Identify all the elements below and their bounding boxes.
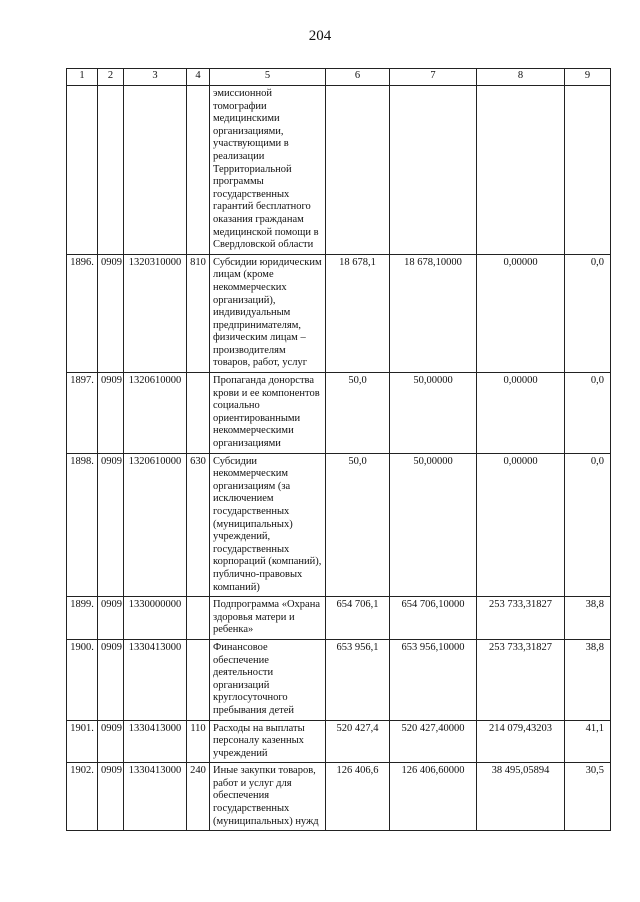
table-row bbox=[67, 453, 611, 597]
row-number-cell: 1900. bbox=[67, 639, 98, 720]
expense-type-cell bbox=[187, 639, 210, 720]
section-code-cell: 0909 bbox=[98, 254, 124, 372]
planned-amount-cell: 18 678,1 bbox=[326, 254, 390, 372]
executed-amount-cell: 0,00000 bbox=[477, 373, 565, 454]
expense-type-cell: 810 bbox=[187, 254, 210, 372]
expense-type-cell bbox=[187, 373, 210, 454]
executed-amount-cell: 38 495,05894 bbox=[477, 763, 565, 831]
table-header-row bbox=[67, 69, 611, 86]
planned-amount-cell: 50,0 bbox=[326, 373, 390, 454]
execution-percent-cell: 0,0 bbox=[565, 254, 611, 372]
section-code-cell: 0909 bbox=[98, 763, 124, 831]
section-code-cell: 0909 bbox=[98, 453, 124, 597]
planned-amount-detail-cell: 654 706,10000 bbox=[390, 597, 477, 640]
row-number-cell bbox=[67, 86, 98, 255]
planned-amount-detail-cell bbox=[390, 86, 477, 255]
target-article-cell: 1330413000 bbox=[124, 720, 187, 763]
table-row bbox=[67, 639, 611, 720]
item-name-cell: Иные закупки товаров, работ и услуг для обеспечения государственных (муниципальных) нужд bbox=[210, 763, 326, 831]
execution-percent-cell: 0,0 bbox=[565, 373, 611, 454]
planned-amount-detail-cell: 50,00000 bbox=[390, 453, 477, 597]
item-name-cell: Субсидии некоммерческим организациям (за исключением государственных (муниципальных) учреждений, государственных корпораций (компаний), публично-правовых компаний) bbox=[210, 453, 326, 597]
planned-amount-cell: 50,0 bbox=[326, 453, 390, 597]
execution-percent-cell: 38,8 bbox=[565, 597, 611, 640]
expense-type-cell: 630 bbox=[187, 453, 210, 597]
item-name-cell: Пропаганда донорства крови и ее компонентов социально ориентированными некоммерческими организациями bbox=[210, 373, 326, 454]
column-header: 2 bbox=[98, 69, 124, 86]
planned-amount-cell: 654 706,1 bbox=[326, 597, 390, 640]
column-header: 1 bbox=[67, 69, 98, 86]
row-number-cell: 1898. bbox=[67, 453, 98, 597]
executed-amount-cell bbox=[477, 86, 565, 255]
section-code-cell: 0909 bbox=[98, 720, 124, 763]
planned-amount-cell: 653 956,1 bbox=[326, 639, 390, 720]
execution-percent-cell: 38,8 bbox=[565, 639, 611, 720]
target-article-cell: 1330413000 bbox=[124, 763, 187, 831]
section-code-cell bbox=[98, 86, 124, 255]
target-article-cell: 1320610000 bbox=[124, 373, 187, 454]
target-article-cell: 1330000000 bbox=[124, 597, 187, 640]
executed-amount-cell: 253 733,31827 bbox=[477, 597, 565, 640]
target-article-cell: 1320310000 bbox=[124, 254, 187, 372]
row-number-cell: 1897. bbox=[67, 373, 98, 454]
item-name-cell: Субсидии юридическим лицам (кроме некоммерческих организаций), индивидуальным предпринимателям, физическим лицам – производителям товаров, работ, услуг bbox=[210, 254, 326, 372]
row-number-cell: 1901. bbox=[67, 720, 98, 763]
budget-table bbox=[66, 68, 611, 831]
table-row bbox=[67, 763, 611, 831]
table-row bbox=[67, 86, 611, 255]
column-header: 4 bbox=[187, 69, 210, 86]
planned-amount-cell bbox=[326, 86, 390, 255]
planned-amount-detail-cell: 18 678,10000 bbox=[390, 254, 477, 372]
execution-percent-cell: 30,5 bbox=[565, 763, 611, 831]
expense-type-cell: 240 bbox=[187, 763, 210, 831]
executed-amount-cell: 253 733,31827 bbox=[477, 639, 565, 720]
executed-amount-cell: 214 079,43203 bbox=[477, 720, 565, 763]
target-article-cell bbox=[124, 86, 187, 255]
planned-amount-detail-cell: 520 427,40000 bbox=[390, 720, 477, 763]
column-header: 8 bbox=[477, 69, 565, 86]
expense-type-cell bbox=[187, 86, 210, 255]
planned-amount-detail-cell: 50,00000 bbox=[390, 373, 477, 454]
table-row bbox=[67, 254, 611, 372]
planned-amount-cell: 520 427,4 bbox=[326, 720, 390, 763]
execution-percent-cell: 0,0 bbox=[565, 453, 611, 597]
column-header: 6 bbox=[326, 69, 390, 86]
table-row bbox=[67, 597, 611, 640]
item-name-cell: эмиссионной томографии медицинскими организациями, участвующими в реализации Территориальной программы государственных гарантий бесплатного оказания гражданам медицинской помощи в Свердловской области bbox=[210, 86, 326, 255]
section-code-cell: 0909 bbox=[98, 597, 124, 640]
target-article-cell: 1320610000 bbox=[124, 453, 187, 597]
column-header: 7 bbox=[390, 69, 477, 86]
section-code-cell: 0909 bbox=[98, 373, 124, 454]
item-name-cell: Финансовое обеспечение деятельности организаций круглосуточного пребывания детей bbox=[210, 639, 326, 720]
section-code-cell: 0909 bbox=[98, 639, 124, 720]
execution-percent-cell: 41,1 bbox=[565, 720, 611, 763]
column-header: 5 bbox=[210, 69, 326, 86]
planned-amount-detail-cell: 126 406,60000 bbox=[390, 763, 477, 831]
expense-type-cell bbox=[187, 597, 210, 640]
page-number: 204 bbox=[308, 28, 332, 44]
expense-type-cell: 110 bbox=[187, 720, 210, 763]
executed-amount-cell: 0,00000 bbox=[477, 453, 565, 597]
target-article-cell: 1330413000 bbox=[124, 639, 187, 720]
table-row bbox=[67, 373, 611, 454]
column-header: 9 bbox=[565, 69, 611, 86]
execution-percent-cell bbox=[565, 86, 611, 255]
row-number-cell: 1902. bbox=[67, 763, 98, 831]
column-header: 3 bbox=[124, 69, 187, 86]
table-row bbox=[67, 720, 611, 763]
row-number-cell: 1896. bbox=[67, 254, 98, 372]
item-name-cell: Подпрограмма «Охрана здоровья матери и ребенка» bbox=[210, 597, 326, 640]
planned-amount-detail-cell: 653 956,10000 bbox=[390, 639, 477, 720]
planned-amount-cell: 126 406,6 bbox=[326, 763, 390, 831]
row-number-cell: 1899. bbox=[67, 597, 98, 640]
executed-amount-cell: 0,00000 bbox=[477, 254, 565, 372]
item-name-cell: Расходы на выплаты персоналу казенных учреждений bbox=[210, 720, 326, 763]
